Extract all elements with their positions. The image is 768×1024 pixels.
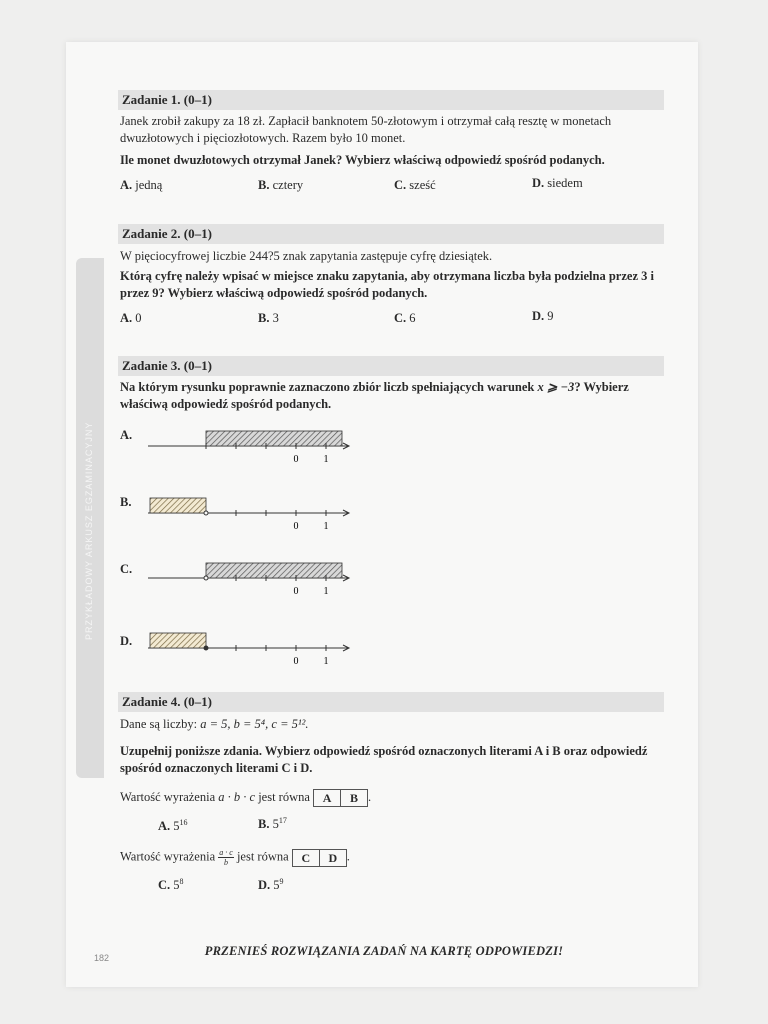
task-3-option-c-letter: C. [120,562,133,576]
task-1-option-b: B. cztery [258,178,304,192]
task-4-option-b: B. $5^{17}$ [258,816,287,832]
task-3-option-d-letter: D. [120,634,133,648]
task-4-header: Zadanie 4. (0–1) [118,692,664,712]
task-3-c-tick-0: 0 [293,586,299,597]
task-4-sentence-2: Wartość wyrażenia $\frac{a \cdot c}{b}$ jest równa C D . [120,848,350,867]
task-3-d-tick-0: 0 [293,656,299,667]
task-3-number-line-a [120,428,360,468]
task-4-given: Dane są liczby: a = 5, b = 5⁴, c = 5¹². [120,717,309,731]
task-4-sentence-1: Wartość wyrażenia a · b · c jest równa A B . [120,790,372,806]
task-3-option-a-letter: A. [120,428,133,442]
task-3-a-tick-1: 1 [323,454,329,465]
task-2-text: W pięciocyfrowej liczbie 244?5 znak zapytania zastępuje cyfrę dziesiątek. [120,249,493,263]
task-4-option-d: D. $5^9$ [258,877,284,893]
task-3-a-tick-0: 0 [293,454,299,465]
task-2-option-c: C. 6 [394,311,416,325]
task-3-d-tick-1: 1 [323,656,329,667]
sidebar-label: PRZYKŁADOWY ARKUSZ EGZAMINACYJNY [84,421,94,640]
fraction-ac-over-b: $\frac{a \cdot c}{b}$ [219,848,233,867]
task-1-question: Ile monet dwuzłotowych otrzymał Janek? Wybierz właściwą odpowiedź spośród podanych. [120,153,605,167]
task-2-option-d: D. 9 [532,309,554,323]
task-4-option-a: A. $5^{16}$ [158,818,188,834]
task-1-option-c: C. sześć [394,178,436,192]
task-3-b-tick-0: 0 [293,521,299,532]
task-2-option-a: A. 0 [120,311,142,325]
footer-instruction: PRZENIEŚ ROZWIĄZANIA ZADAŃ NA KARTĘ ODPOWIEDZI! [204,944,564,958]
task-2-question: Którą cyfrę należy wpisać w miejsce znaku zapytania, aby otrzymana liczba była podzielna przez 3 i przez 9? Wybierz właściwą odpowiedź spośród podanych. [120,269,654,300]
task-2-option-b: B. 3 [258,311,279,325]
answer-box-cd[interactable]: C D [292,849,347,867]
answer-box-ab[interactable]: A B [313,789,368,807]
task-3-number-line-c [120,560,360,600]
task-1-option-d: D. siedem [532,176,583,190]
task-3-b-tick-1: 1 [323,521,329,532]
task-1-option-a: A. jedną [120,178,163,192]
task-3-c-tick-1: 1 [323,586,329,597]
task-2-header: Zadanie 2. (0–1) [118,224,664,244]
task-3-number-line-b [120,495,360,535]
task-3-question: Na którym rysunku poprawnie zaznaczono zbiór liczb spełniających warunek x ⩾ −3? Wybierz właściwą odpowiedź spośród podanych. [120,380,629,411]
page-number: 182 [94,953,110,963]
task-1-header: Zadanie 1. (0–1) [118,90,664,110]
task-3-number-line-d [120,630,360,670]
task-4-option-c: C. $5^8$ [158,877,184,893]
task-3-header: Zadanie 3. (0–1) [118,356,664,376]
task-3-option-b-letter: B. [120,495,132,509]
task-1-text: Janek zrobił zakupy za 18 zł. Zapłacił banknotem 50-złotowym i otrzymał całą resztę w monetach dwuzłotowych i pięciozłotowych. Razem było 10 monet. [120,114,612,145]
task-3-condition: x ⩾ −3 [537,380,575,394]
task-4-instruction: Uzupełnij poniższe zdania. Wybierz odpowiedź spośród oznaczonych literami A i B oraz odpowiedź spośród oznaczonych literami C i D. [120,744,648,775]
